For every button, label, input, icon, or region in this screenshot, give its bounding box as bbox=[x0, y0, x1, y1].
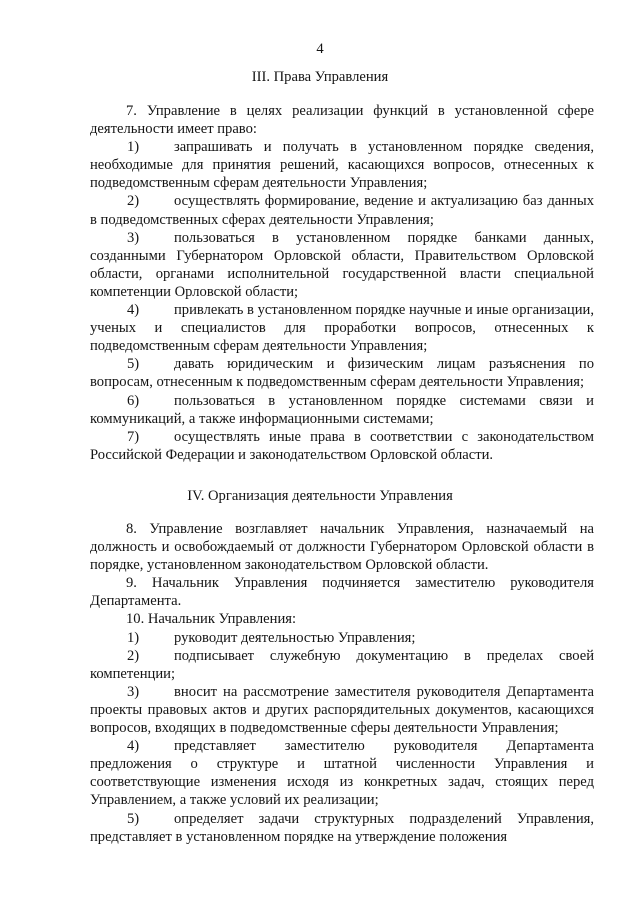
item-text: руководит деятельностью Управления; bbox=[174, 629, 416, 646]
item-text: пользоваться в установленном порядке системами связи и коммуникаций, а также информационными системами; bbox=[90, 392, 594, 427]
item-text: вносит на рассмотрение заместителя руководителя Департамента проекты правовых актов и других распорядительных документов, касающихся вопросов, входящих в подведомственные сферы деятельности Управления; bbox=[90, 683, 594, 737]
item-text: представляет заместителю руководителя Департамента предложения о структуре и штатной численности Управления и соответствующие изменения исходя из конкретных задач, стоящих перед Управлением, а также условий их реализации; bbox=[90, 738, 594, 809]
paragraph-9: 9. Начальник Управления подчиняется заместителю руководителя Департамента. bbox=[90, 575, 594, 610]
section-3-heading: III. Права Управления bbox=[251, 69, 389, 85]
list-item bbox=[90, 301, 594, 355]
section-4-list bbox=[90, 629, 594, 846]
item-number: 3) bbox=[127, 229, 140, 246]
item-number: 1) bbox=[127, 139, 140, 156]
list-item bbox=[90, 229, 594, 301]
paragraph-7: 7. Управление в целях реализации функций в установленной сфере деятельности имеет право: bbox=[90, 103, 594, 138]
item-text: подписывает служебную документацию в пределах своей компетенции; bbox=[90, 647, 594, 682]
item-number: 4) bbox=[127, 302, 140, 319]
item-text: осуществлять иные права в соответствии с законодательством Российской Федерации и законодательством Орловской области. bbox=[90, 428, 594, 463]
section-4-body bbox=[90, 520, 594, 846]
item-text: давать юридическим и физическим лицам разъяснения по вопросам, отнесенным к подведомственным сферам деятельности Управления; bbox=[90, 356, 594, 391]
item-number: 5) bbox=[127, 356, 140, 373]
item-text: осуществлять формирование, ведение и актуализацию баз данных в подведомственных сферах деятельности Управления; bbox=[90, 193, 594, 228]
item-number: 2) bbox=[127, 647, 140, 664]
paragraph-8: 8. Управление возглавляет начальник Управления, назначаемый на должность и освобождаемый от должности Губернатором Орловской области в порядке, установленном законодательством Орловской области. bbox=[90, 521, 594, 574]
list-item bbox=[90, 683, 594, 737]
item-text: определяет задачи структурных подразделений Управления, представляет в установленном порядке на утверждение положения bbox=[90, 810, 594, 845]
item-number: 5) bbox=[127, 810, 140, 827]
section-3-list bbox=[90, 138, 594, 464]
item-number: 1) bbox=[127, 629, 140, 646]
page-number: 4 bbox=[316, 41, 324, 57]
item-number: 2) bbox=[127, 193, 140, 210]
item-number: 7) bbox=[127, 428, 140, 445]
list-item bbox=[90, 355, 594, 391]
list-item bbox=[90, 392, 594, 428]
item-text: пользоваться в установленном порядке банками данных, созданными Губернатором Орловской области, Правительством Орловской области, органами исполнительной государственной власти специальной компетенции Орловской области; bbox=[90, 229, 594, 300]
item-number: 4) bbox=[127, 738, 140, 755]
list-item bbox=[90, 629, 594, 647]
section-3-body bbox=[90, 102, 594, 464]
list-item bbox=[90, 428, 594, 464]
item-text: привлекать в установленном порядке научные и иные организации, ученых и специалистов для проработки вопросов, отнесенных к подведомственным сферам деятельности Управления; bbox=[90, 302, 594, 355]
paragraph-10: 10. Начальник Управления: bbox=[126, 611, 297, 628]
list-item bbox=[90, 138, 594, 192]
item-number: 3) bbox=[127, 683, 140, 700]
list-item bbox=[90, 737, 594, 809]
item-text: запрашивать и получать в установленном порядке сведения, необходимые для принятия решений, касающихся вопросов, отнесенных к подведомственным сферам деятельности Управления; bbox=[90, 139, 594, 192]
list-item bbox=[90, 647, 594, 683]
item-number: 6) bbox=[127, 392, 140, 409]
section-4-heading: IV. Организация деятельности Управления bbox=[187, 488, 453, 504]
list-item bbox=[90, 192, 594, 228]
list-item bbox=[90, 810, 594, 846]
